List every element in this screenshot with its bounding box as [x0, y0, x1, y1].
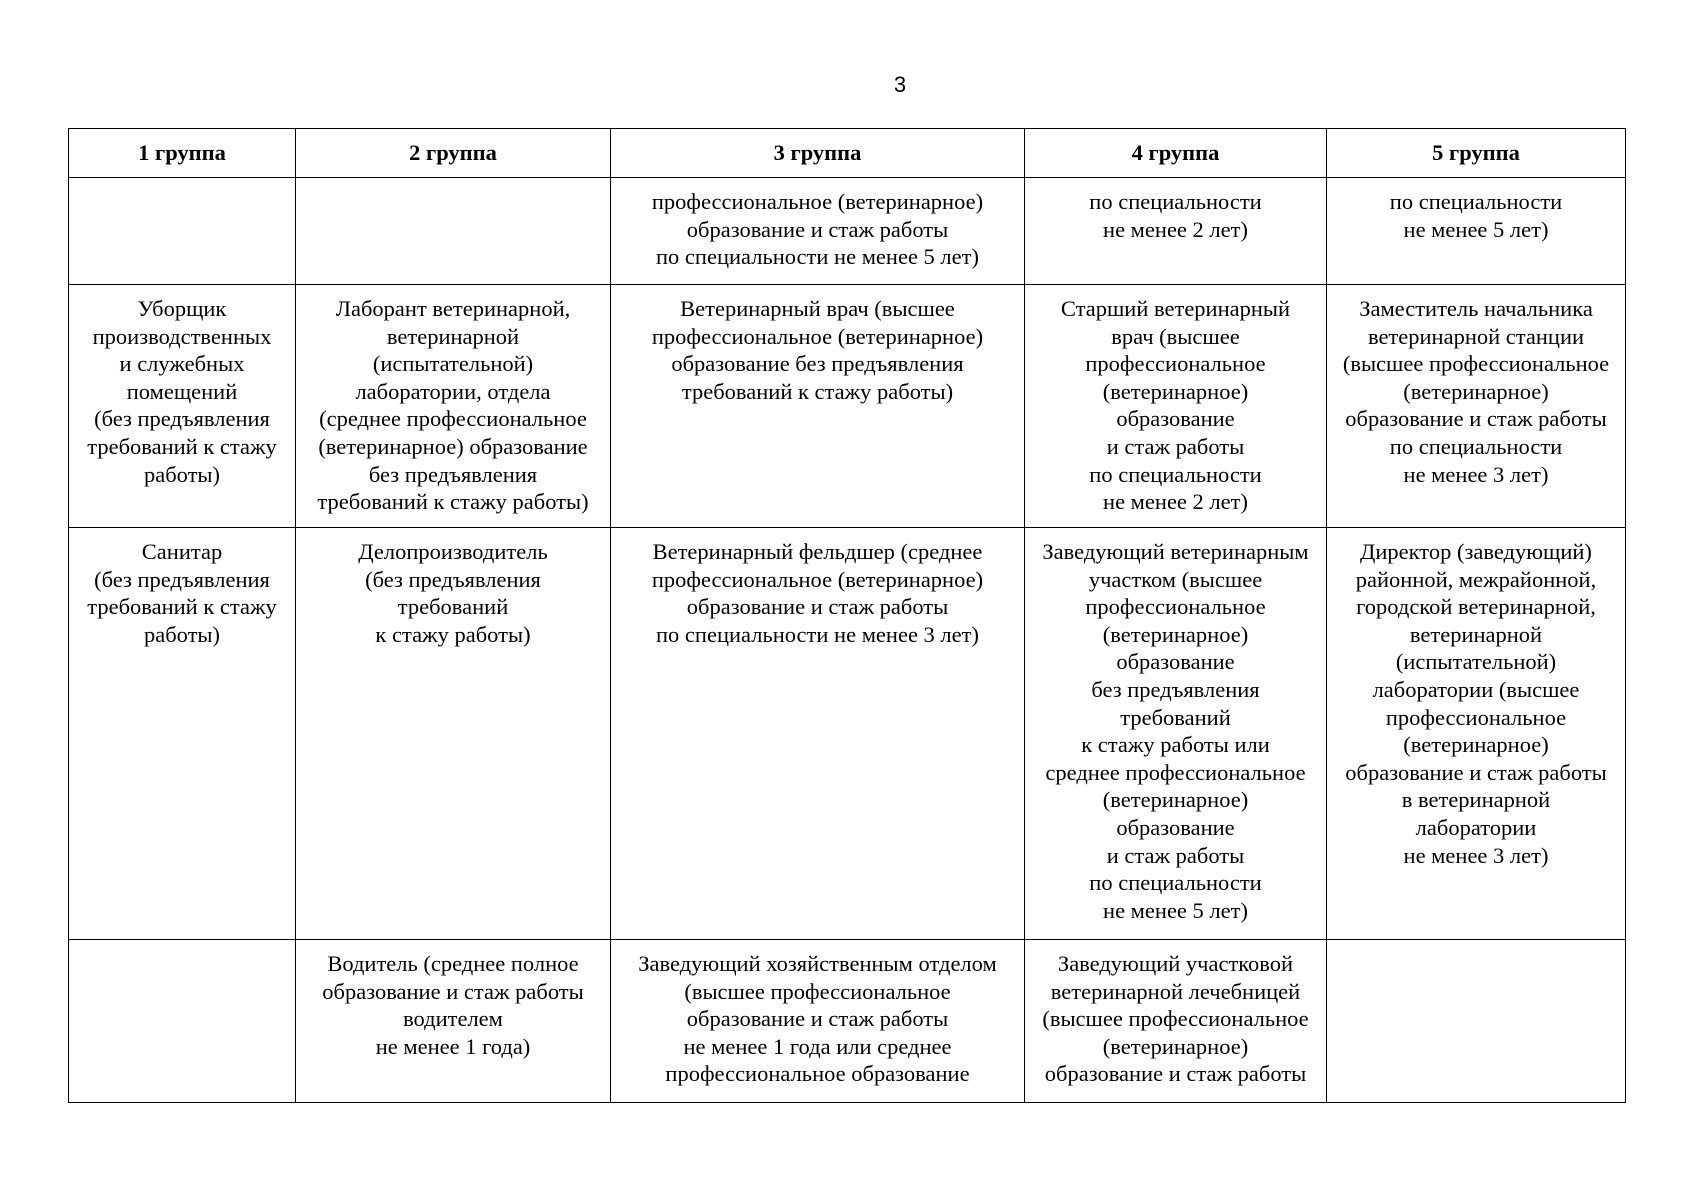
table-cell: Старший ветеринарный врач (высшее профессиональное (ветеринарное) образование и стаж работы по специальности не менее 2 лет) — [1025, 285, 1327, 528]
table-cell: Ветеринарный фельдшер (среднее профессиональное (ветеринарное) образование и стаж работы по специальности не менее 3 лет) — [611, 528, 1025, 940]
table-cell: Директор (заведующий) районной, межрайонной, городской ветеринарной, ветеринарной (испытательной) лаборатории (высшее профессиональное (ветеринарное) образование и стаж работы в ветеринарной лаборатории не менее 3 лет) — [1327, 528, 1626, 940]
header-group-4: 4 группа — [1025, 129, 1327, 178]
header-group-2: 2 группа — [296, 129, 611, 178]
page-number: 3 — [893, 72, 907, 97]
table-cell: Лаборант ветеринарной, ветеринарной (испытательной) лаборатории, отдела (среднее профессиональное (ветеринарное) образование без предъявления требований к стажу работы) — [296, 285, 611, 528]
table-cell — [1327, 940, 1626, 1103]
table-cell: по специальности не менее 2 лет) — [1025, 178, 1327, 285]
table-cell: Уборщик производственных и служебных помещений (без предъявления требований к стажу работы) — [69, 285, 296, 528]
table-cell — [69, 940, 296, 1103]
table-cell: Заместитель начальника ветеринарной станции (высшее профессиональное (ветеринарное) образование и стаж работы по специальности не менее 3 лет) — [1327, 285, 1626, 528]
table-cell: Водитель (среднее полное образование и стаж работы водителем не менее 1 года) — [296, 940, 611, 1103]
table-cell: Санитар (без предъявления требований к стажу работы) — [69, 528, 296, 940]
table-cell: Заведующий участковой ветеринарной лечебницей (высшее профессиональное (ветеринарное) образование и стаж работы — [1025, 940, 1327, 1103]
table-cell: Ветеринарный врач (высшее профессиональное (ветеринарное) образование без предъявления требований к стажу работы) — [611, 285, 1025, 528]
table-cell: Заведующий хозяйственным отделом (высшее профессиональное образование и стаж работы не менее 1 года или среднее профессиональное образование — [611, 940, 1025, 1103]
staff-groups-table — [68, 128, 1626, 1103]
table-cell: Делопроизводитель (без предъявления требований к стажу работы) — [296, 528, 611, 940]
table-row — [69, 285, 1626, 528]
table-header-row — [69, 129, 1626, 178]
header-group-1: 1 группа — [69, 129, 296, 178]
header-group-3: 3 группа — [611, 129, 1025, 178]
table-row — [69, 178, 1626, 285]
table-cell — [69, 178, 296, 285]
table-cell: Заведующий ветеринарным участком (высшее профессиональное (ветеринарное) образование без предъявления требований к стажу работы или среднее профессиональное (ветеринарное) образование и стаж работы по специальности не менее 5 лет) — [1025, 528, 1327, 940]
table-cell: по специальности не менее 5 лет) — [1327, 178, 1626, 285]
table-row — [69, 940, 1626, 1103]
table-row — [69, 528, 1626, 940]
table-cell — [296, 178, 611, 285]
header-group-5: 5 группа — [1327, 129, 1626, 178]
table-cell: профессиональное (ветеринарное) образование и стаж работы по специальности не менее 5 лет) — [611, 178, 1025, 285]
